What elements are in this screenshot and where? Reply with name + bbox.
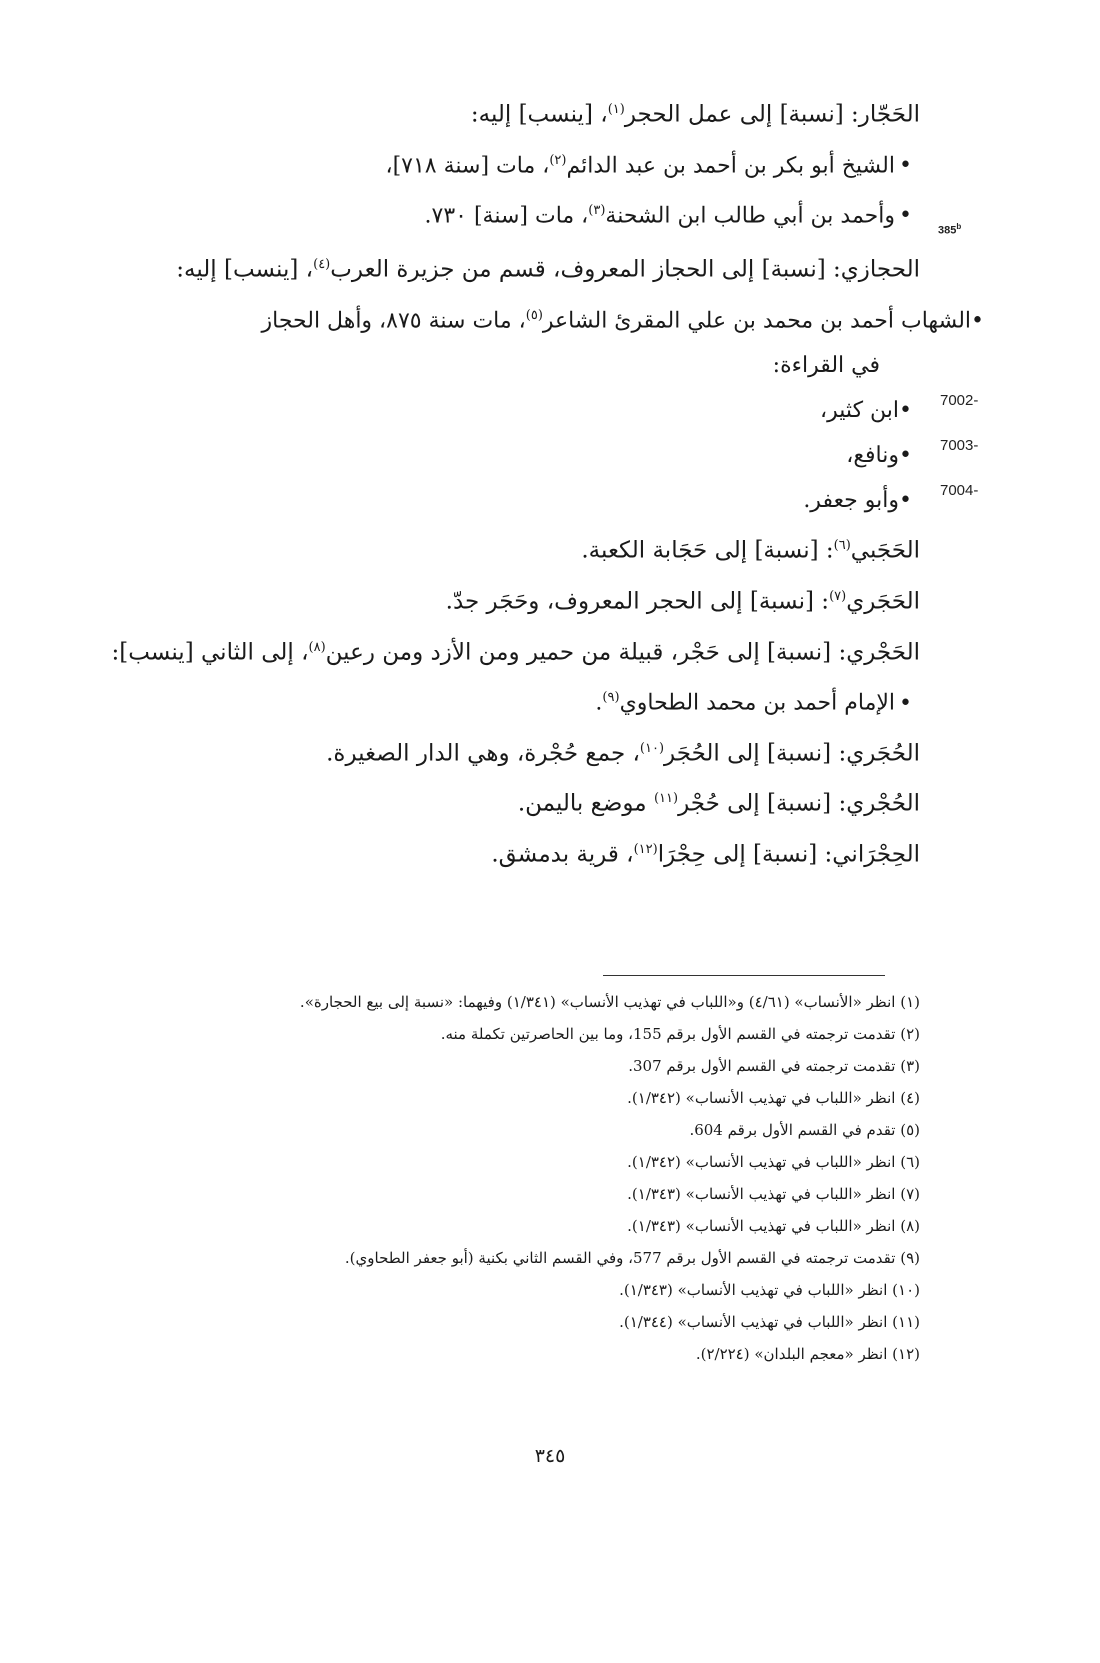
entry-hujri bbox=[100, 781, 920, 822]
folio-side: b bbox=[956, 222, 962, 231]
footnotes bbox=[100, 990, 920, 1374]
bullet-icon: • bbox=[899, 690, 912, 716]
entry-hajari bbox=[100, 579, 920, 620]
footnote-ref: (٨) bbox=[308, 639, 326, 655]
bullet-text: الإمام أحمد بن محمد الطحاوي bbox=[619, 690, 896, 716]
footnote: (٦) انظر «اللباب في تهذيب الأنساب» (١/٣٤٢). bbox=[627, 1153, 920, 1171]
footnote: (١) انظر «الأنساب» (٤/٦١) و«اللباب في تهذيب الأنساب» (١/٣٤١) وفيهما: «نسبة إلى بيع الحجارة». bbox=[299, 993, 920, 1011]
entry-number: 7003- bbox=[940, 437, 979, 454]
bullet-item bbox=[100, 143, 920, 183]
entry-head: الحِجْرَاني: [نسبة] إلى حِجْرَا bbox=[657, 841, 920, 868]
footnote: (١٠) انظر «اللباب في تهذيب الأنساب» (١/٣٤٣). bbox=[619, 1281, 920, 1299]
footnote-ref: (٦) bbox=[833, 538, 851, 554]
footnote-ref: (٩) bbox=[602, 690, 620, 706]
entry-head: الحَجَبي bbox=[850, 537, 920, 564]
entry-hujari bbox=[100, 731, 920, 772]
footnote: (١١) انظر «اللباب في تهذيب الأنساب» (١/٣٤٤). bbox=[619, 1313, 920, 1331]
footnote: (١٢) انظر «معجم البلدان» (٢/٢٢٤). bbox=[695, 1345, 920, 1363]
entry-hijazi bbox=[100, 247, 920, 288]
bullet-text: وأحمد بن أبي طالب ابن الشحنة bbox=[605, 203, 896, 229]
entry-head: الحَجَري bbox=[846, 588, 920, 615]
bullet-icon: • bbox=[899, 443, 912, 469]
bullet-icon: • bbox=[899, 152, 912, 178]
footnote: (٢) تقدمت ترجمته في القسم الأول برقم 155، وما بين الحاصرتين تكملة منه. bbox=[440, 1025, 920, 1043]
entry-hijrani bbox=[100, 832, 920, 873]
entry-tail: ، [ينسب] إليه: bbox=[470, 101, 608, 128]
footnote-separator bbox=[603, 975, 885, 976]
page-number: ٣٤٥ bbox=[534, 1445, 566, 1467]
entry-hajri bbox=[100, 630, 920, 671]
numbered-item bbox=[100, 483, 920, 518]
entry-number: 7002- bbox=[940, 392, 979, 409]
bullet-item bbox=[100, 298, 992, 338]
bullet-tail: ، مات [سنة] ٧٣٠. bbox=[424, 203, 589, 229]
bullet-icon: • bbox=[971, 308, 984, 334]
entry-hajabi bbox=[100, 528, 920, 569]
entry-head: الحُجْري: [نسبة] إلى حُجْر bbox=[678, 790, 920, 817]
entry-tail: ، قرية بدمشق. bbox=[491, 841, 634, 868]
footnote-ref: (٧) bbox=[829, 588, 847, 604]
folio-number: 385 bbox=[938, 224, 957, 237]
bullet-item bbox=[100, 193, 920, 233]
bullet-text: ونافع، bbox=[846, 443, 900, 469]
entry-head: الحجازي: [نسبة] إلى الحجاز المعروف، قسم من جزيرة العرب bbox=[330, 256, 920, 283]
entry-hajjar bbox=[100, 92, 920, 133]
footnote-ref: (٤) bbox=[313, 257, 331, 273]
entry-tail: موضع باليمن. bbox=[517, 790, 654, 817]
footnote-ref: (٣) bbox=[588, 202, 606, 218]
bullet-continuation: في القراءة: bbox=[772, 353, 880, 379]
footnote: (٧) انظر «اللباب في تهذيب الأنساب» (١/٣٤٣). bbox=[627, 1185, 920, 1203]
entry-tail: ، إلى الثاني [ينسب]: bbox=[111, 639, 309, 666]
manuscript-folio-marker bbox=[938, 222, 961, 237]
bullet-text: وأبو جعفر. bbox=[803, 488, 900, 514]
entry-tail: : [نسبة] إلى الحجر المعروف، وحَجَر جدّ. bbox=[445, 588, 830, 615]
footnote: (٤) انظر «اللباب في تهذيب الأنساب» (١/٣٤٢). bbox=[627, 1089, 920, 1107]
entry-tail: ، جمع حُجْرة، وهي الدار الصغيرة. bbox=[326, 740, 640, 767]
bullet-tail: . bbox=[595, 690, 603, 716]
numbered-item bbox=[100, 393, 920, 428]
footnote-ref: (٥) bbox=[525, 307, 543, 323]
footnote: (٩) تقدمت ترجمته في القسم الأول برقم 577، وفي القسم الثاني بكنية (أبو جعفر الطحاوي). bbox=[344, 1249, 920, 1267]
bullet-tail: ، مات سنة ٨٧٥، وأهل الحجاز bbox=[261, 308, 526, 334]
footnote: (٥) تقدم في القسم الأول برقم 604. bbox=[689, 1121, 920, 1139]
footnote-ref: (١) bbox=[607, 102, 625, 117]
footnote-ref: (١٠) bbox=[639, 740, 665, 756]
bullet-text: الشيخ أبو بكر بن أحمد بن عبد الدائم bbox=[566, 152, 896, 178]
bullet-icon: • bbox=[899, 398, 912, 424]
entry-head: الحَجّار: [نسبة] إلى عمل الحجر bbox=[624, 101, 920, 128]
entry-head: الحُجَري: [نسبة] إلى الحُجَر bbox=[664, 740, 920, 767]
numbered-item bbox=[100, 438, 920, 473]
bullet-text: ابن كثير، bbox=[820, 398, 900, 424]
bullet-item bbox=[100, 680, 920, 720]
footnote-ref: (٢) bbox=[549, 152, 567, 168]
bullet-tail: ، مات [سنة ٧١٨]، bbox=[385, 152, 550, 178]
entry-head: الحَجْري: [نسبة] إلى حَجْر، قبيلة من حمير ومن الأزد ومن رعين bbox=[325, 639, 920, 666]
footnote-ref: (١١) bbox=[653, 791, 679, 807]
bullet-icon: • bbox=[899, 203, 912, 229]
entry-tail: ، [ينسب] إليه: bbox=[176, 256, 314, 283]
footnote: (٣) تقدمت ترجمته في القسم الأول برقم 307. bbox=[628, 1057, 920, 1075]
bullet-icon: • bbox=[899, 488, 912, 514]
bullet-text: الشهاب أحمد بن محمد بن علي المقرئ الشاعر bbox=[542, 308, 972, 334]
footnote: (٨) انظر «اللباب في تهذيب الأنساب» (١/٣٤٣). bbox=[627, 1217, 920, 1235]
entry-number: 7004- bbox=[940, 482, 979, 499]
entry-tail: : [نسبة] إلى حَجَابة الكعبة. bbox=[581, 537, 834, 564]
footnote-ref: (١٢) bbox=[633, 841, 658, 857]
